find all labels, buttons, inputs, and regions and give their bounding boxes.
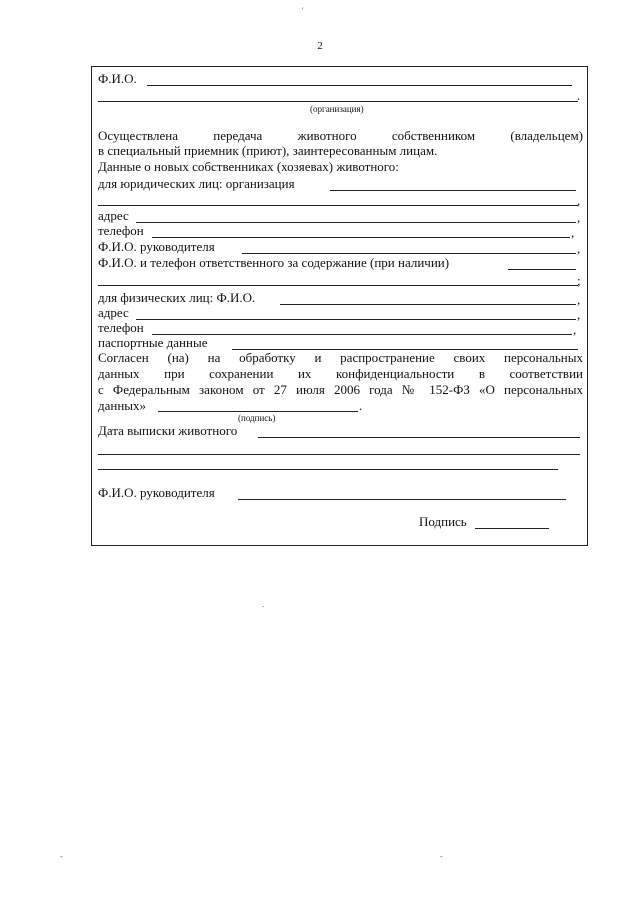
- fio-field-line[interactable]: [147, 85, 572, 86]
- individuals-fio-line[interactable]: [280, 304, 576, 305]
- page-number: 2: [317, 40, 323, 52]
- phone-comma-2: ,: [573, 322, 577, 337]
- address-field-line[interactable]: [136, 222, 576, 223]
- scan-mark: .: [262, 600, 264, 609]
- fio-label: Ф.И.О.: [98, 71, 137, 86]
- head-fio-comma: ,: [577, 241, 581, 256]
- head-fio-label: Ф.И.О. руководителя: [98, 239, 215, 254]
- scan-mark: -: [440, 852, 443, 861]
- consent-line-3: с Федеральным законом от 27 июля 2006 года № 152-ФЗ «О персональных: [98, 382, 583, 397]
- legal-entity-comma: ,: [577, 193, 581, 208]
- phone-field-line-2[interactable]: [152, 334, 572, 335]
- responsible-field-line-2[interactable]: [98, 285, 578, 286]
- individuals-label: для физических лиц: Ф.И.О.: [98, 290, 256, 305]
- head-fio-field-line-2[interactable]: [238, 499, 566, 500]
- address-label: адрес: [98, 208, 129, 223]
- legal-entity-org-line[interactable]: [330, 190, 576, 191]
- legal-entity-org-line-2[interactable]: [98, 205, 578, 206]
- responsible-semicolon: ;: [577, 273, 581, 288]
- discharge-date-line-3[interactable]: [98, 469, 558, 470]
- organization-field-line[interactable]: [98, 101, 578, 102]
- legal-entity-label: для юридических лиц: организация: [98, 176, 295, 191]
- address-label-2: адрес: [98, 305, 129, 320]
- organization-period: .: [577, 88, 581, 103]
- phone-field-line[interactable]: [152, 237, 570, 238]
- discharge-date-label: Дата выписки животного: [98, 423, 238, 438]
- transfer-text-line-2: в специальный приемник (приют), заинтересованным лицам.: [98, 143, 438, 158]
- passport-label: паспортные данные: [98, 335, 208, 350]
- scan-mark: -: [60, 852, 63, 861]
- individuals-comma: ,: [577, 292, 581, 307]
- transfer-text-line-1: Осуществлена передача животного собственником (владельцем): [98, 128, 583, 143]
- phone-label: телефон: [98, 223, 144, 238]
- head-fio-field-line[interactable]: [242, 253, 576, 254]
- signature-label: Подпись: [419, 514, 467, 529]
- address-comma-2: ,: [577, 307, 581, 322]
- consent-period: .: [359, 398, 363, 413]
- animal-transfer-form: [91, 66, 588, 546]
- responsible-label: Ф.И.О. и телефон ответственного за содержание (при наличии): [98, 255, 450, 270]
- discharge-date-line[interactable]: [258, 437, 580, 438]
- discharge-date-line-2[interactable]: [98, 454, 580, 455]
- consent-line-2: данных при сохранении их конфиденциальности в соответствии: [98, 366, 583, 381]
- responsible-field-line[interactable]: [508, 269, 576, 270]
- signature-field-line[interactable]: [475, 528, 549, 529]
- scan-mark: ': [302, 6, 304, 15]
- consent-line-4: данных»: [98, 398, 147, 413]
- organization-caption: (организация): [310, 104, 364, 114]
- signature-caption: (подпись): [238, 413, 276, 423]
- phone-comma: ,: [571, 225, 575, 240]
- new-owners-heading: Данные о новых собственниках (хозяевах) животного:: [98, 159, 399, 174]
- consent-signature-line[interactable]: [158, 411, 358, 412]
- phone-label-2: телефон: [98, 320, 144, 335]
- consent-line-1: Согласен (на) на обработку и распространение своих персональных: [98, 350, 583, 365]
- address-field-line-2[interactable]: [136, 319, 576, 320]
- head-fio-label-2: Ф.И.О. руководителя: [98, 485, 215, 500]
- address-comma: ,: [577, 210, 581, 225]
